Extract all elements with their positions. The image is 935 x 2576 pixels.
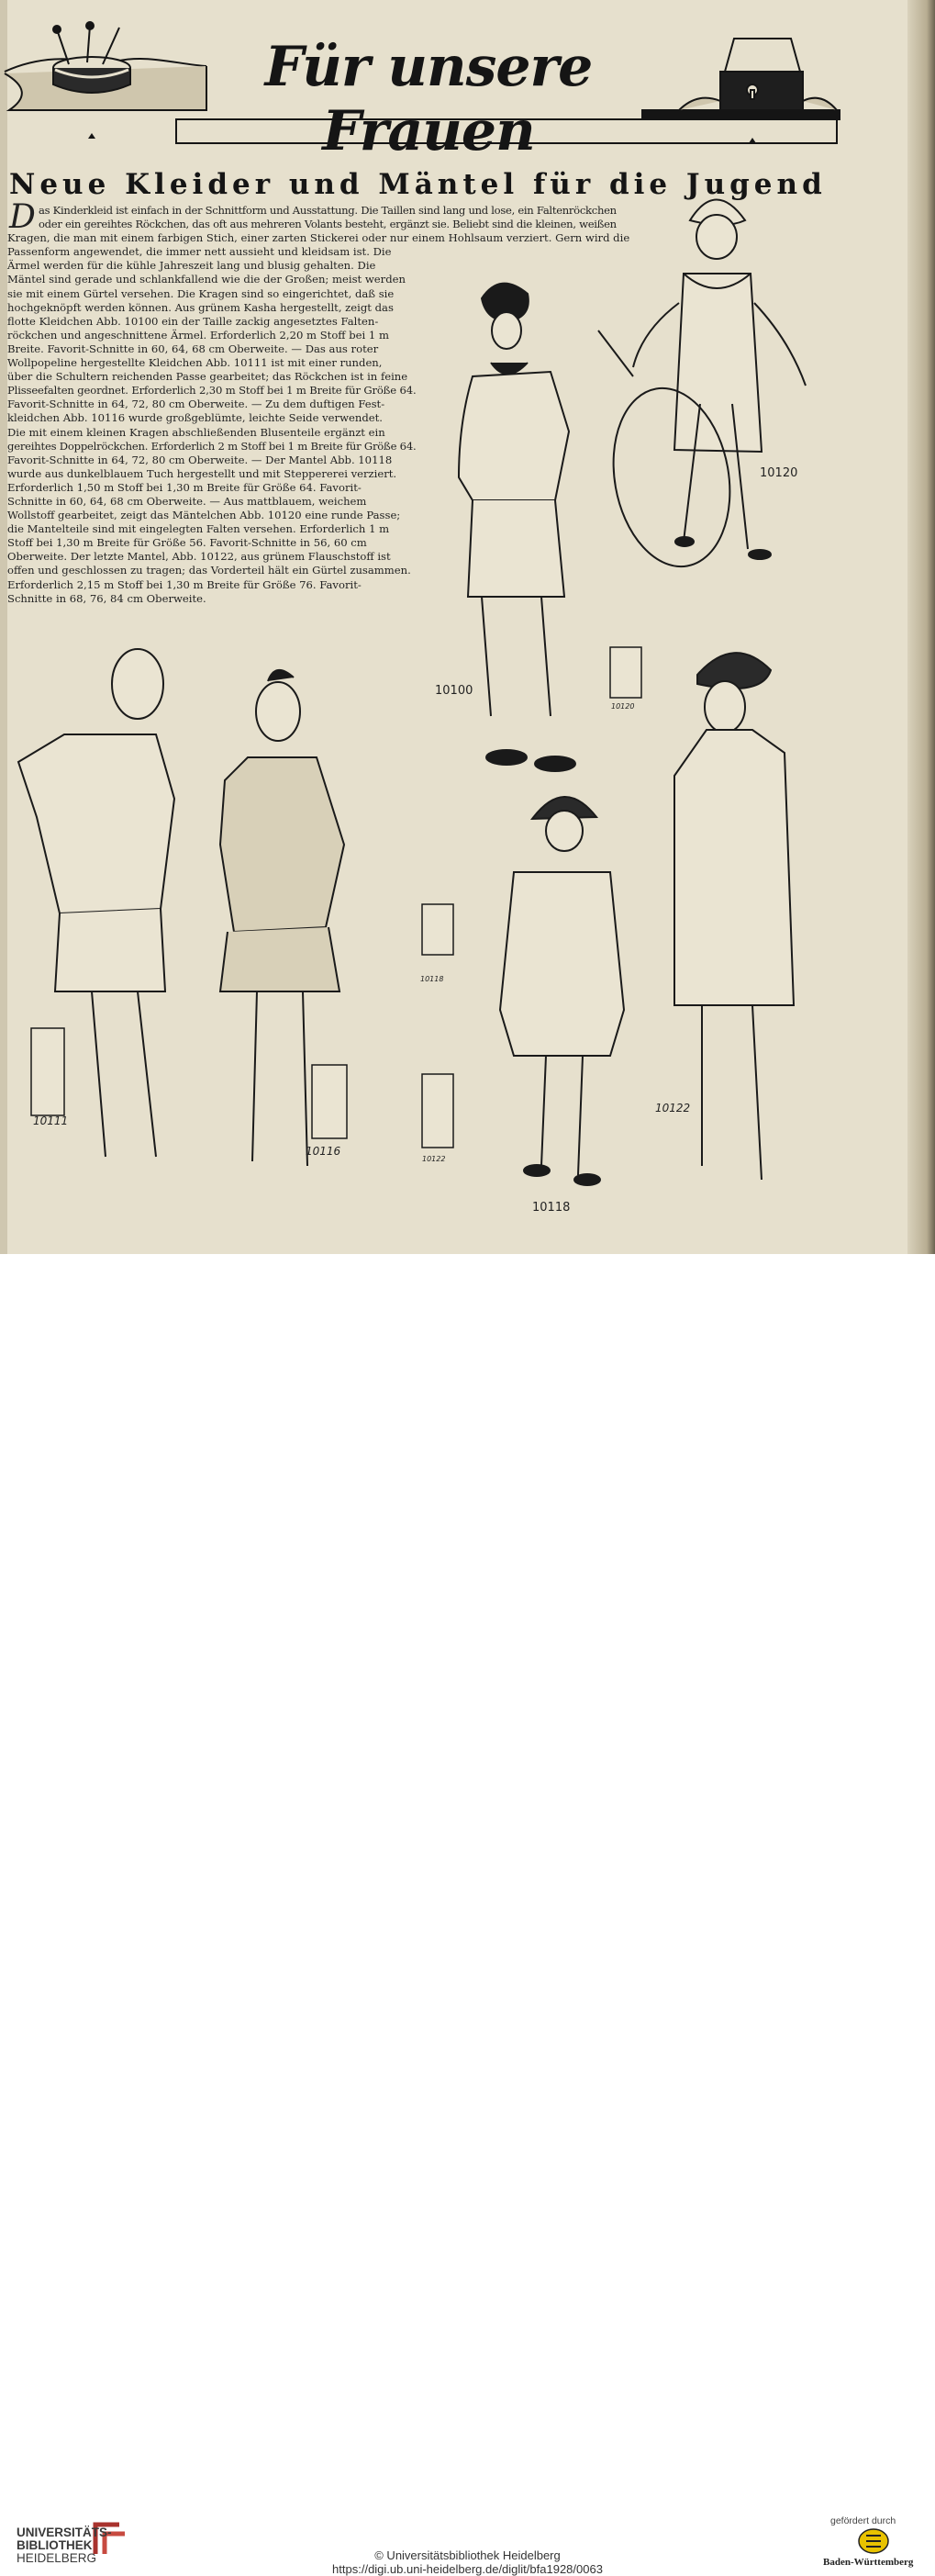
library-name-line3: HEIDELBERG (17, 2551, 97, 2565)
figure-label-10122-small: 10122 (422, 1155, 446, 1163)
figure-label-10116: 10116 (306, 1145, 341, 1158)
pincushion-illustration (53, 22, 130, 93)
article-line: Ärmel werden für die kühle Jahreszeit lang und blusig gehalten. Die (7, 259, 376, 273)
page-title: Für unsere Frauen (264, 35, 593, 163)
article-line: Wollstoff gearbeitet, zeigt das Mäntelchen Abb. 10120 eine runde Passe; (7, 509, 401, 522)
scanned-page (0, 0, 935, 1254)
library-name-line1: UNIVERSITÄTS- (17, 2526, 112, 2539)
footer (0, 1254, 935, 2576)
library-name-line2: BIBLIOTHEK (17, 2538, 93, 2552)
sewing-box-illustration (679, 39, 837, 110)
funded-by-label: gefördert durch (830, 2515, 896, 2526)
article-line: Die mit einem kleinen Kragen abschließenden Blusenteile ergänzt ein (7, 425, 385, 439)
figure-label-10120-small: 10120 (611, 702, 635, 711)
baden-wuerttemberg-crest-icon (857, 2527, 890, 2555)
article-line: gereihtes Doppelröckchen. Erforderlich 2 m Stoff bei 1 m Breite für Größe 64. (7, 439, 417, 453)
article-line: hochgeknöpft werden können. Aus grünem Kasha hergestellt, zeigt das (7, 300, 394, 314)
article-line: Stoff bei 1,30 m Breite für Größe 56. Favorit-Schnitte in 56, 60 cm (7, 536, 367, 550)
article-line: sie mit einem Gürtel versehen. Die Kragen sind so eingerichtet, daß sie (7, 286, 395, 300)
figure-10118 (500, 797, 624, 1185)
figure-label-10118-small: 10118 (420, 975, 444, 983)
article-line: wurde aus dunkelblauem Tuch hergestellt und mit Steppererei verziert. (7, 466, 397, 480)
article-line: Plisseefalten geordnet. Erforderlich 2,30 m Stoff bei 1 m Breite für Größe 64. (7, 384, 417, 398)
figure-label-10120: 10120 (760, 466, 798, 480)
funder-name[interactable]: Baden-Württemberg (823, 2557, 914, 2568)
article-line: oder ein gereihtes Röckchen, das oft aus mehreren Volants besteht, ergänzt sie. Beliebt sind die kleinen, weißen (39, 218, 617, 231)
article-line: Erforderlich 1,50 m Stoff bei 1,30 m Breite für Größe 64. Favorit- (7, 480, 362, 494)
article-line: kleidchen Abb. 10116 wurde großgeblümte, leichte Seide verwendet. (7, 411, 383, 425)
article-line: Erforderlich 2,15 m Stoff bei 1,30 m Breite für Größe 76. Favorit- (7, 577, 362, 591)
article-line: Mäntel sind gerade und schlankfallend wie die der Großen; meist werden (7, 273, 406, 286)
article-line: über die Schultern reichenden Passe gearbeitet; das Röckchen ist in feine (7, 370, 408, 384)
source-url-link[interactable]: https://digi.ub.uni-heidelberg.de/diglit/bfa1928/0063 (332, 2562, 603, 2576)
figure-label-10100: 10100 (435, 684, 473, 698)
figure-10122 (674, 653, 794, 1180)
article-line: Favorit-Schnitte in 64, 72, 80 cm Oberweite. — Der Mantel Abb. 10118 (7, 453, 393, 466)
article-line: Schnitte in 68, 76, 84 cm Oberweite. (7, 591, 206, 605)
copyright-notice: © Universitätsbibliothek Heidelberg (374, 2548, 561, 2562)
article-line: flotte Kleidchen Abb. 10100 ein der Taille zackig angesetztes Falten- (7, 314, 379, 328)
article-line: Kragen, die man mit einem farbigen Stich, einer zarten Stickerei oder nur einem Hohlsaum verziert. Gern wird die (7, 231, 630, 245)
article-headline: Neue Kleider und Mäntel für die Jugend (9, 168, 827, 201)
article-line: offen und geschlossen zu tragen; das Vorderteil hält ein Gürtel zusammen. (7, 564, 411, 577)
article-line: Favorit-Schnitte in 64, 72, 80 cm Oberweite. — Zu dem duftigen Fest- (7, 398, 385, 411)
article-line: Wollpopeline hergestellte Kleidchen Abb. 10111 ist mit einer runden, (7, 356, 383, 370)
figure-label-10122: 10122 (655, 1102, 691, 1114)
article-body (7, 204, 707, 606)
article-line: Oberweite. Der letzte Mantel, Abb. 10122, aus grünem Flauschstoff ist (7, 550, 391, 564)
article-line: röckchen und angeschnittene Ärmel. Erforderlich 2,20 m Stoff bei 1 m (7, 328, 389, 342)
figure-label-10111: 10111 (33, 1114, 69, 1127)
drop-cap: D (9, 198, 36, 236)
article-line: Breite. Favorit-Schnitte in 60, 64, 68 cm Oberweite. — Das aus roter (7, 342, 379, 355)
figure-label-10118: 10118 (532, 1201, 571, 1215)
article-line: Passenform angewendet, die immer nett aussieht und kleidsam ist. Die (7, 245, 392, 259)
article-line: die Mantelteile sind mit eingelegten Falten versehen. Erforderlich 1 m (7, 522, 390, 536)
article-line: as Kinderkleid ist einfach in der Schnittform und Ausstattung. Die Taillen sind lang und lose, ein Faltenröckchen (39, 204, 617, 217)
article-line: Schnitte in 60, 64, 68 cm Oberweite. — Aus mattblauem, weichem (7, 494, 367, 508)
